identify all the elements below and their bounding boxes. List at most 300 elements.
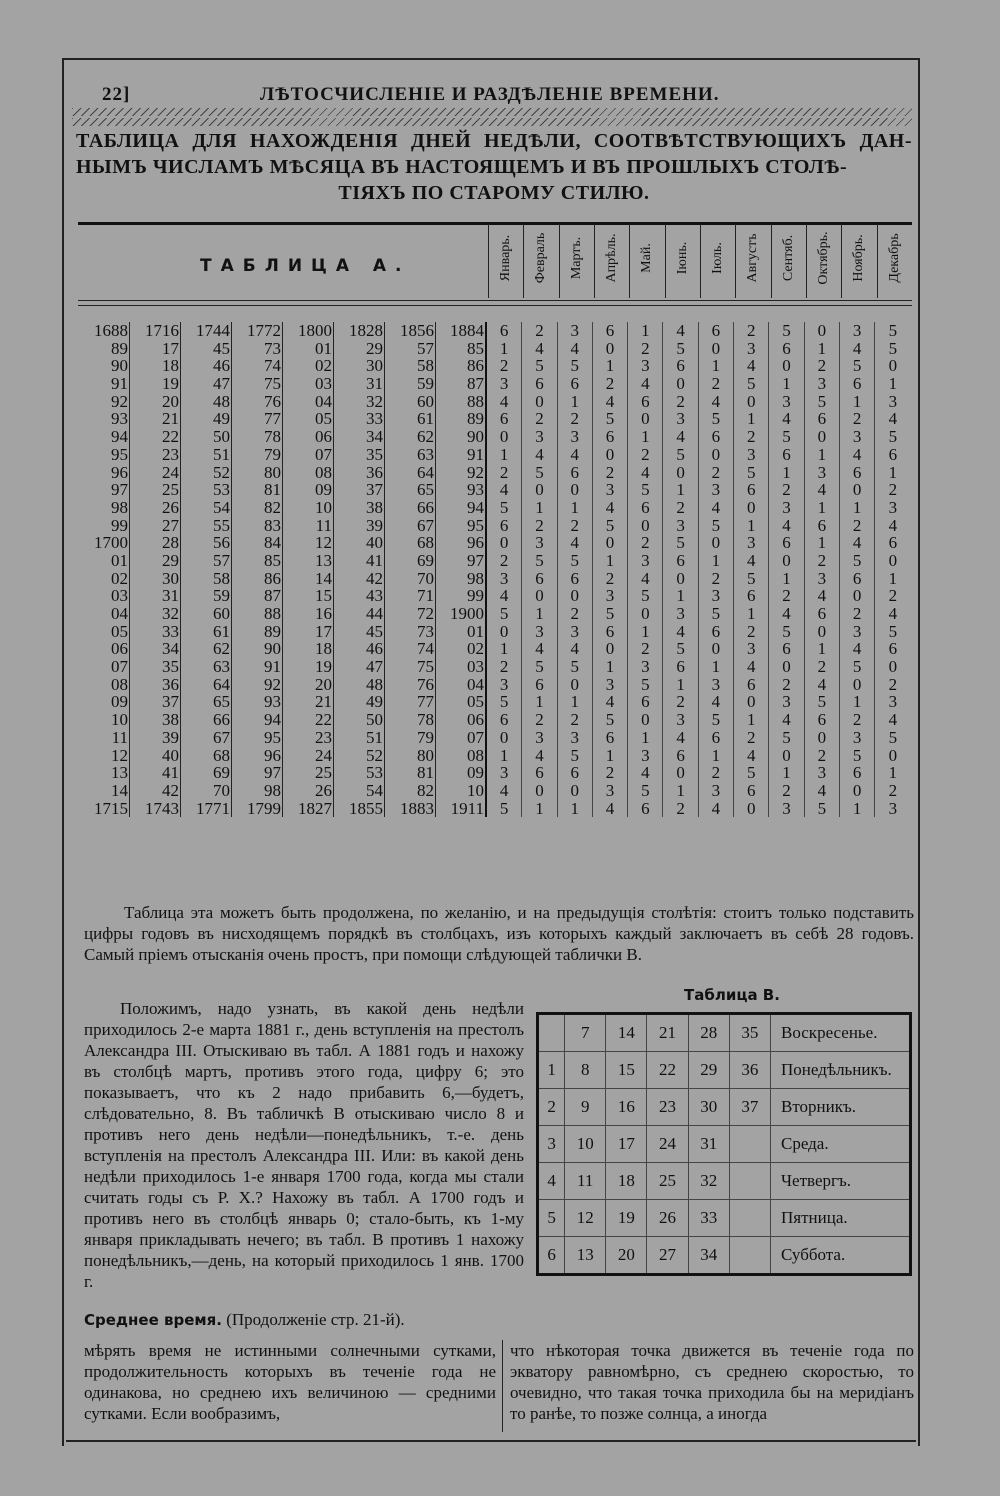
year-cell: 85 xyxy=(436,340,487,358)
month-value-cell: 6 xyxy=(628,693,663,711)
month-value-cell: 0 xyxy=(628,711,663,729)
month-value-cell: 4 xyxy=(769,517,804,535)
year-cell: 23 xyxy=(283,729,334,747)
wavy-rule xyxy=(72,108,912,116)
month-value-cell: 0 xyxy=(522,587,557,605)
year-cell: 99 xyxy=(436,587,487,605)
month-value-cell: 4 xyxy=(522,747,557,765)
month-header-label: Январь. xyxy=(498,234,514,282)
month-value-cell: 0 xyxy=(663,764,698,782)
month-value-cell: 4 xyxy=(734,357,769,375)
month-value-cell: 3 xyxy=(840,729,875,747)
month-value-cell: 6 xyxy=(734,676,769,694)
table-b-title: Таблица В. xyxy=(684,986,780,1004)
month-value-cell: 2 xyxy=(487,357,522,375)
year-cell: 35 xyxy=(130,658,181,676)
month-value-cell: 4 xyxy=(487,393,522,411)
table-b-number: 31 xyxy=(688,1126,729,1163)
month-value-cell: 2 xyxy=(805,357,840,375)
month-value-cell: 4 xyxy=(522,446,557,464)
month-value-cell: 4 xyxy=(487,587,522,605)
month-value-cell: 0 xyxy=(888,550,898,570)
year-cell: 83 xyxy=(232,517,283,535)
month-value-cell: 1 xyxy=(734,711,769,729)
year-cell: 87 xyxy=(232,587,283,605)
table-b-number: 5 xyxy=(538,1200,565,1237)
table-row xyxy=(78,800,912,818)
table-b-number: 21 xyxy=(647,1014,688,1052)
table-b-number: 11 xyxy=(565,1163,606,1200)
month-value-cell: 3 xyxy=(593,782,628,800)
year-cell: 48 xyxy=(334,676,385,694)
month-value-cell: 0 xyxy=(628,410,663,428)
year-cell: 04 xyxy=(283,393,334,411)
month-value-cell: 5 xyxy=(593,711,628,729)
month-value-cell: 0 xyxy=(699,534,734,552)
table-b-row xyxy=(538,1126,911,1163)
table-b-number xyxy=(729,1126,770,1163)
month-value-cell: 3 xyxy=(769,800,804,818)
year-cell: 45 xyxy=(334,623,385,641)
month-value-cell: 3 xyxy=(699,587,734,605)
month-value-cell: 2 xyxy=(840,517,875,535)
year-cell: 06 xyxy=(283,428,334,446)
year-cell: 91 xyxy=(436,446,487,464)
month-value-cell: 1 xyxy=(769,570,804,588)
month-value-cell: 0 xyxy=(805,623,840,641)
month-value-cell: 1 xyxy=(888,374,898,394)
month-value-cell: 2 xyxy=(558,711,593,729)
year-cell: 92 xyxy=(232,676,283,694)
year-cell: 47 xyxy=(334,658,385,676)
table-row xyxy=(78,570,912,588)
table-b-day: Понедѣльникъ. xyxy=(771,1052,911,1089)
month-value-cell: 5 xyxy=(663,534,698,552)
month-value-cell: 6 xyxy=(522,375,557,393)
month-value-cell: 3 xyxy=(522,729,557,747)
month-value-cell: 0 xyxy=(734,393,769,411)
year-cell: 20 xyxy=(283,676,334,694)
month-value-cell: 3 xyxy=(734,340,769,358)
title-line: ТІЯХЪ ПО СТАРОМУ СТИЛЮ. xyxy=(338,182,650,204)
month-value-cell: 1 xyxy=(593,747,628,765)
page-bottom-rule xyxy=(66,1440,916,1442)
year-cell: 96 xyxy=(232,747,283,765)
month-value-cell: 0 xyxy=(888,657,898,677)
month-value-cell: 4 xyxy=(558,640,593,658)
year-cell: 99 xyxy=(78,517,130,535)
month-value-cell: 4 xyxy=(628,375,663,393)
month-value-cell: 0 xyxy=(593,640,628,658)
month-value-cell: 3 xyxy=(769,393,804,411)
month-value-cell: 1 xyxy=(699,357,734,375)
month-value-cell: 3 xyxy=(628,658,663,676)
year-cell: 73 xyxy=(232,340,283,358)
month-value-cell: 2 xyxy=(593,375,628,393)
year-cell: 18 xyxy=(283,640,334,658)
month-value-cell: 6 xyxy=(663,747,698,765)
year-cell: 1856 xyxy=(385,322,436,340)
year-cell: 92 xyxy=(78,393,130,411)
year-cell: 93 xyxy=(78,410,130,428)
year-cell: 73 xyxy=(385,623,436,641)
month-value-cell: 0 xyxy=(522,782,557,800)
month-value-cell: 5 xyxy=(593,410,628,428)
table-b-number: 8 xyxy=(565,1052,606,1089)
month-value-cell: 4 xyxy=(769,605,804,623)
month-value-cell: 6 xyxy=(699,729,734,747)
year-cell: 90 xyxy=(232,640,283,658)
table-b-number: 32 xyxy=(688,1163,729,1200)
month-value-cell: 1 xyxy=(628,428,663,446)
year-cell: 89 xyxy=(78,340,130,358)
month-value-cell: 3 xyxy=(805,375,840,393)
year-cell: 89 xyxy=(436,410,487,428)
month-value-cell: 6 xyxy=(558,570,593,588)
year-cell: 21 xyxy=(130,410,181,428)
paragraph-continuation: Таблица эта можетъ быть продолжена, по желанію, и на предыдущія столѣтія: стоитъ только подставить цифры годовъ въ нисходящемъ порядкѣ въ столбцахъ, изъ которыхъ каждый заключаетъ въ себѣ 28 годовъ. Самый пріемъ отысканія очень простъ, при помощи слѣдующей таблички В. xyxy=(84,903,914,964)
month-value-cell: 6 xyxy=(487,711,522,729)
month-value-cell: 2 xyxy=(888,674,898,694)
year-cell: 01 xyxy=(283,340,334,358)
year-cell: 32 xyxy=(130,605,181,623)
month-header-label: Май. xyxy=(639,243,655,273)
table-row xyxy=(78,605,912,623)
month-value-cell: 6 xyxy=(558,464,593,482)
month-value-cell: 5 xyxy=(840,747,875,765)
year-cell: 58 xyxy=(385,357,436,375)
year-cell: 35 xyxy=(334,446,385,464)
month-value-cell: 4 xyxy=(888,604,898,623)
month-value-cell: 5 xyxy=(558,357,593,375)
month-value-cell: 6 xyxy=(593,428,628,446)
year-cell: 1772 xyxy=(232,322,283,340)
month-value-cell: 3 xyxy=(769,499,804,517)
year-cell: 59 xyxy=(181,587,232,605)
table-b-row xyxy=(538,1052,911,1089)
table-b-number: 15 xyxy=(606,1052,647,1089)
month-value-cell: 2 xyxy=(628,534,663,552)
month-value-cell: 4 xyxy=(487,481,522,499)
month-value-cell: 6 xyxy=(593,729,628,747)
month-value-cell: 2 xyxy=(805,747,840,765)
month-header-label: Сентяб. xyxy=(780,234,796,282)
month-value-cell: 5 xyxy=(558,658,593,676)
year-cell: 65 xyxy=(181,693,232,711)
year-cell: 95 xyxy=(232,729,283,747)
month-value-cell: 0 xyxy=(769,658,804,676)
year-cell: 95 xyxy=(436,517,487,535)
month-value-cell: 3 xyxy=(487,676,522,694)
month-value-cell: 2 xyxy=(628,340,663,358)
year-cell: 33 xyxy=(130,623,181,641)
month-value-cell: 5 xyxy=(805,693,840,711)
month-value-cell: 6 xyxy=(805,605,840,623)
month-value-cell: 1 xyxy=(805,534,840,552)
year-cell: 38 xyxy=(130,711,181,729)
month-value-cell: 5 xyxy=(699,517,734,535)
year-cell: 75 xyxy=(385,658,436,676)
year-cell: 69 xyxy=(181,764,232,782)
month-header xyxy=(594,224,629,298)
month-value-cell: 1 xyxy=(840,393,875,411)
year-cell: 08 xyxy=(78,676,130,694)
year-cell: 24 xyxy=(283,747,334,765)
month-value-cell: 6 xyxy=(699,623,734,641)
month-value-cell: 4 xyxy=(628,570,663,588)
year-cell: 97 xyxy=(436,552,487,570)
month-value-cell: 3 xyxy=(663,517,698,535)
year-cell: 34 xyxy=(334,428,385,446)
month-value-cell: 6 xyxy=(487,322,522,340)
month-value-cell: 4 xyxy=(734,658,769,676)
year-cell: 05 xyxy=(283,410,334,428)
month-value-cell: 5 xyxy=(487,605,522,623)
month-value-cell: 4 xyxy=(888,409,898,429)
month-value-cell: 4 xyxy=(663,623,698,641)
year-cell: 52 xyxy=(334,747,385,765)
month-value-cell: 3 xyxy=(699,481,734,499)
month-value-cell: 1 xyxy=(558,393,593,411)
month-value-cell: 0 xyxy=(558,782,593,800)
month-header xyxy=(559,224,594,298)
month-value-cell: 1 xyxy=(699,552,734,570)
month-value-cell: 5 xyxy=(734,464,769,482)
month-value-cell: 0 xyxy=(558,481,593,499)
month-header xyxy=(806,224,841,298)
month-value-cell: 6 xyxy=(593,322,628,340)
year-cell: 74 xyxy=(385,640,436,658)
year-cell: 1715 xyxy=(78,800,130,818)
year-cell: 65 xyxy=(385,481,436,499)
table-b-number: 19 xyxy=(606,1200,647,1237)
month-value-cell: 2 xyxy=(663,499,698,517)
year-cell: 78 xyxy=(232,428,283,446)
table-b-number: 24 xyxy=(647,1126,688,1163)
year-cell: 23 xyxy=(130,446,181,464)
month-value-cell: 3 xyxy=(663,410,698,428)
year-cell: 08 xyxy=(283,464,334,482)
year-cell: 50 xyxy=(181,428,232,446)
month-value-cell: 3 xyxy=(522,623,557,641)
month-value-cell: 6 xyxy=(840,464,875,482)
table-b-number: 13 xyxy=(565,1237,606,1275)
year-cell: 07 xyxy=(78,658,130,676)
table-b-row xyxy=(538,1089,911,1126)
page-header xyxy=(70,78,910,112)
month-value-cell: 0 xyxy=(628,517,663,535)
month-value-cell: 6 xyxy=(593,623,628,641)
month-value-cell: 3 xyxy=(628,747,663,765)
year-cell: 79 xyxy=(385,729,436,747)
month-header-label: Апрѣль. xyxy=(604,233,620,283)
month-value-cell: 5 xyxy=(558,747,593,765)
year-cell: 72 xyxy=(385,605,436,623)
month-value-cell: 0 xyxy=(487,534,522,552)
year-cell: 13 xyxy=(283,552,334,570)
table-title xyxy=(76,128,912,206)
month-value-cell: 3 xyxy=(699,676,734,694)
month-value-cell: 3 xyxy=(840,322,875,340)
month-value-cell: 2 xyxy=(734,428,769,446)
month-value-cell: 3 xyxy=(558,729,593,747)
year-cell: 21 xyxy=(283,693,334,711)
table-row xyxy=(78,446,912,464)
month-value-cell: 4 xyxy=(558,340,593,358)
month-value-cell: 0 xyxy=(593,340,628,358)
year-cell: 92 xyxy=(436,464,487,482)
month-value-cell: 2 xyxy=(628,640,663,658)
month-value-cell: 5 xyxy=(888,621,898,641)
year-cell: 41 xyxy=(334,552,385,570)
month-value-cell: 5 xyxy=(888,427,898,447)
month-value-cell: 1 xyxy=(769,764,804,782)
year-cell: 94 xyxy=(232,711,283,729)
year-cell: 1744 xyxy=(181,322,232,340)
year-cell: 54 xyxy=(334,782,385,800)
year-cell: 91 xyxy=(232,658,283,676)
month-value-cell: 2 xyxy=(522,322,557,340)
year-cell: 48 xyxy=(181,393,232,411)
year-cell: 37 xyxy=(334,481,385,499)
month-value-cell: 6 xyxy=(888,444,898,464)
table-row xyxy=(78,729,912,747)
month-value-cell: 0 xyxy=(522,481,557,499)
month-value-cell: 6 xyxy=(522,764,557,782)
month-value-cell: 4 xyxy=(840,640,875,658)
month-value-cell: 0 xyxy=(663,570,698,588)
year-cell: 08 xyxy=(436,747,487,765)
month-value-cell: 0 xyxy=(487,729,522,747)
month-value-cell: 4 xyxy=(769,410,804,428)
year-cell: 27 xyxy=(130,517,181,535)
month-value-cell: 5 xyxy=(805,393,840,411)
month-value-cell: 3 xyxy=(487,570,522,588)
month-header-label: Ноябрь. xyxy=(851,234,867,282)
month-value-cell: 0 xyxy=(593,446,628,464)
month-value-cell: 0 xyxy=(558,587,593,605)
table-b-day: Четвергъ. xyxy=(771,1163,911,1200)
month-value-cell: 1 xyxy=(558,499,593,517)
month-value-cell: 0 xyxy=(663,464,698,482)
month-value-cell: 2 xyxy=(593,464,628,482)
table-a-double-rule xyxy=(78,300,912,306)
month-header xyxy=(665,224,700,298)
year-cell: 31 xyxy=(334,375,385,393)
month-value-cell: 2 xyxy=(487,464,522,482)
month-value-cell: 1 xyxy=(558,800,593,818)
month-value-cell: 4 xyxy=(487,782,522,800)
year-cell: 77 xyxy=(232,410,283,428)
year-cell: 1700 xyxy=(78,534,130,552)
month-value-cell: 4 xyxy=(734,747,769,765)
month-value-cell: 6 xyxy=(628,393,663,411)
year-cell: 1828 xyxy=(334,322,385,340)
month-value-cell: 0 xyxy=(734,499,769,517)
table-b-number: 16 xyxy=(606,1089,647,1126)
month-value-cell: 0 xyxy=(699,446,734,464)
table-b-day: Суббота. xyxy=(771,1237,911,1275)
month-value-cell: 1 xyxy=(734,410,769,428)
table-b-number: 33 xyxy=(688,1200,729,1237)
month-value-cell: 3 xyxy=(734,640,769,658)
year-cell: 29 xyxy=(334,340,385,358)
month-value-cell: 6 xyxy=(734,481,769,499)
table-b-number: 34 xyxy=(688,1237,729,1275)
page-number: 22] xyxy=(102,84,131,105)
year-cell: 30 xyxy=(334,357,385,375)
month-value-cell: 3 xyxy=(558,322,593,340)
month-value-cell: 5 xyxy=(628,481,663,499)
year-cell: 59 xyxy=(385,375,436,393)
month-value-cell: 3 xyxy=(888,798,898,818)
table-row xyxy=(78,640,912,658)
month-value-cell: 1 xyxy=(840,693,875,711)
year-cell: 86 xyxy=(436,357,487,375)
year-cell: 38 xyxy=(334,499,385,517)
month-header-label: Февраль xyxy=(533,232,549,284)
month-header-label: Іюль. xyxy=(710,242,726,274)
month-value-cell: 2 xyxy=(769,587,804,605)
month-value-cell: 3 xyxy=(628,357,663,375)
month-value-cell: 4 xyxy=(699,800,734,818)
table-b-number: 2 xyxy=(538,1089,565,1126)
month-value-cell: 0 xyxy=(805,428,840,446)
year-cell: 43 xyxy=(334,587,385,605)
table-b-day: Воскресенье. xyxy=(771,1014,911,1052)
month-value-cell: 6 xyxy=(699,322,734,340)
month-value-cell: 3 xyxy=(522,428,557,446)
year-cell: 95 xyxy=(78,446,130,464)
year-cell: 50 xyxy=(334,711,385,729)
table-b-number: 35 xyxy=(729,1014,770,1052)
year-cell: 93 xyxy=(436,481,487,499)
month-value-cell: 1 xyxy=(522,800,557,818)
year-cell: 60 xyxy=(181,605,232,623)
month-value-cell: 3 xyxy=(593,587,628,605)
month-value-cell: 2 xyxy=(734,729,769,747)
month-value-cell: 1 xyxy=(593,552,628,570)
month-value-cell: 3 xyxy=(888,391,898,411)
month-value-cell: 3 xyxy=(522,534,557,552)
year-cell: 1827 xyxy=(283,800,334,818)
month-header xyxy=(488,224,523,298)
table-row xyxy=(78,499,912,517)
month-value-cell: 1 xyxy=(628,623,663,641)
year-cell: 25 xyxy=(283,764,334,782)
month-value-cell: 3 xyxy=(487,764,522,782)
year-cell: 19 xyxy=(283,658,334,676)
month-value-cell: 1 xyxy=(487,747,522,765)
month-value-cell: 2 xyxy=(769,676,804,694)
year-cell: 10 xyxy=(436,782,487,800)
month-value-cell: 5 xyxy=(888,338,898,358)
year-cell: 1688 xyxy=(78,322,130,340)
month-header xyxy=(877,224,912,298)
month-value-cell: 6 xyxy=(888,533,898,553)
month-value-cell: 2 xyxy=(888,480,898,500)
year-cell: 98 xyxy=(436,570,487,588)
table-b-number: 7 xyxy=(565,1014,606,1052)
year-cell: 37 xyxy=(130,693,181,711)
table-row xyxy=(78,658,912,676)
month-value-cell: 5 xyxy=(593,605,628,623)
year-cell: 82 xyxy=(232,499,283,517)
month-value-cell: 2 xyxy=(769,782,804,800)
year-cell: 57 xyxy=(385,340,436,358)
year-cell: 46 xyxy=(181,357,232,375)
month-value-cell: 0 xyxy=(628,605,663,623)
